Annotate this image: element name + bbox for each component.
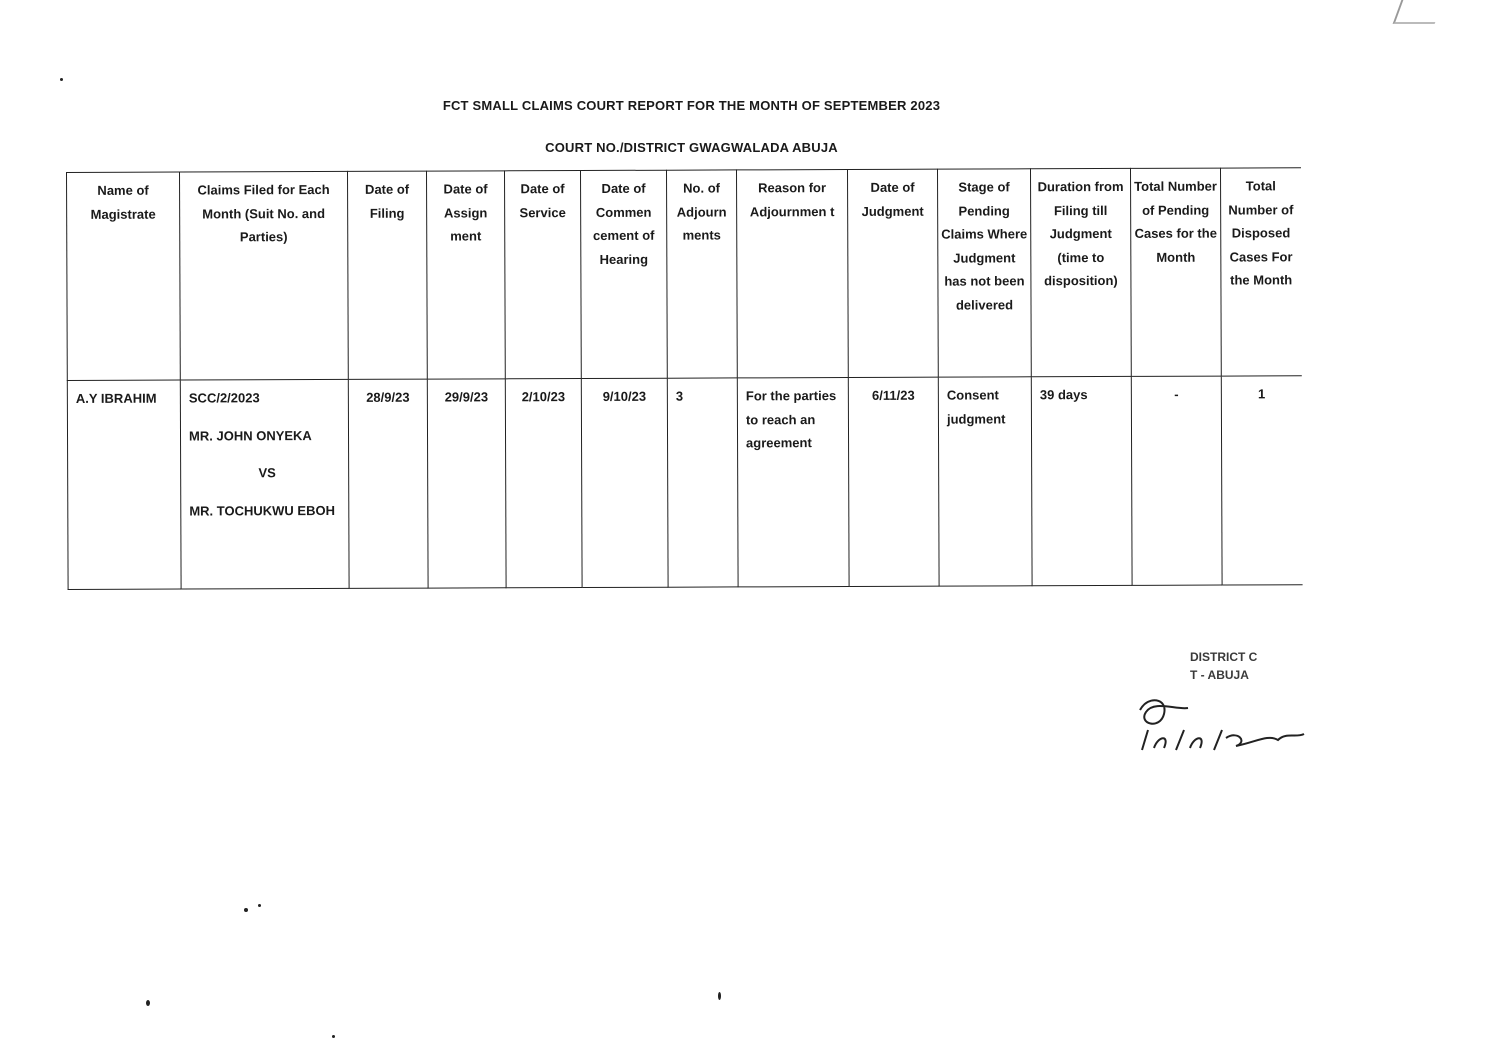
report-title: FCT SMALL CLAIMS COURT REPORT FOR THE MONTH OF SEPTEMBER 2023: [442, 98, 941, 113]
header-row: [67, 168, 1302, 381]
stamp-line-2: T - ABUJA: [1190, 668, 1249, 682]
header-pending: Total Number of Pending Cases for the Month: [1130, 168, 1221, 376]
defendant-name: MR. TOCHUKWU EBOH: [189, 502, 335, 519]
header-duration: Duration from Filing till Judgment (time to disposition): [1030, 168, 1131, 376]
cell-stage: Consent judgment: [938, 377, 1032, 586]
cell-date-assignment: 29/9/23: [427, 379, 506, 588]
header-date-assignment: Date of Assign ment: [426, 171, 505, 379]
header-date-judgment: Date of Judgment: [847, 169, 938, 377]
report-table: [66, 167, 1302, 590]
cell-disposed: 1: [1221, 376, 1302, 585]
cell-claims-filed: [180, 379, 349, 589]
header-magistrate: Name of Magistrate: [67, 172, 181, 380]
cell-adjournments: 3: [667, 378, 738, 587]
claimant-name: MR. JOHN ONYEKA: [188, 427, 312, 444]
header-adjournments: No. of Adjourn ments: [666, 170, 737, 378]
cell-duration: 39 days: [1031, 376, 1132, 585]
header-reason: Reason for Adjournmen t: [736, 169, 848, 377]
header-date-filing: Date of Filing: [347, 171, 427, 379]
header-date-hearing: Date of Commen cement of Hearing: [580, 170, 667, 378]
scan-speck: [718, 992, 721, 1000]
report-table-container: [66, 167, 1302, 590]
cell-date-hearing: 9/10/23: [581, 378, 668, 587]
signature-date-mark: [1128, 690, 1318, 760]
court-stamp: [1190, 648, 1257, 684]
header-stage: Stage of Pending Claims Where Judgment has not been delivered: [937, 169, 1031, 377]
scan-speck: [244, 908, 248, 912]
report-subtitle: COURT NO./DISTRICT GWAGWALADA ABUJA: [545, 140, 838, 155]
versus-label: VS: [258, 465, 276, 481]
header-claims-filed: Claims Filed for Each Month (Suit No. and Parties): [180, 171, 349, 380]
suit-number: SCC/2/2023: [188, 390, 260, 406]
cell-date-filing: 28/9/23: [348, 379, 428, 588]
header-date-service: Date of Service: [504, 171, 581, 379]
stamp-line-1: DISTRICT C: [1190, 650, 1258, 664]
scan-speck: [60, 78, 63, 81]
table-row: [67, 376, 1302, 590]
page-corner-mark: [1393, 0, 1444, 24]
cell-pending: -: [1131, 376, 1222, 585]
cell-date-judgment: 6/11/23: [848, 377, 939, 586]
scan-speck: [332, 1035, 335, 1038]
scan-speck: [258, 904, 261, 907]
cell-reason: For the parties to reach an agreement: [737, 377, 849, 586]
cell-date-service: 2/10/23: [505, 379, 582, 588]
cell-magistrate: A.Y IBRAHIM: [67, 380, 181, 589]
scan-speck: [146, 1000, 150, 1006]
header-disposed: Total Number of Disposed Cases For the Month: [1220, 168, 1301, 376]
